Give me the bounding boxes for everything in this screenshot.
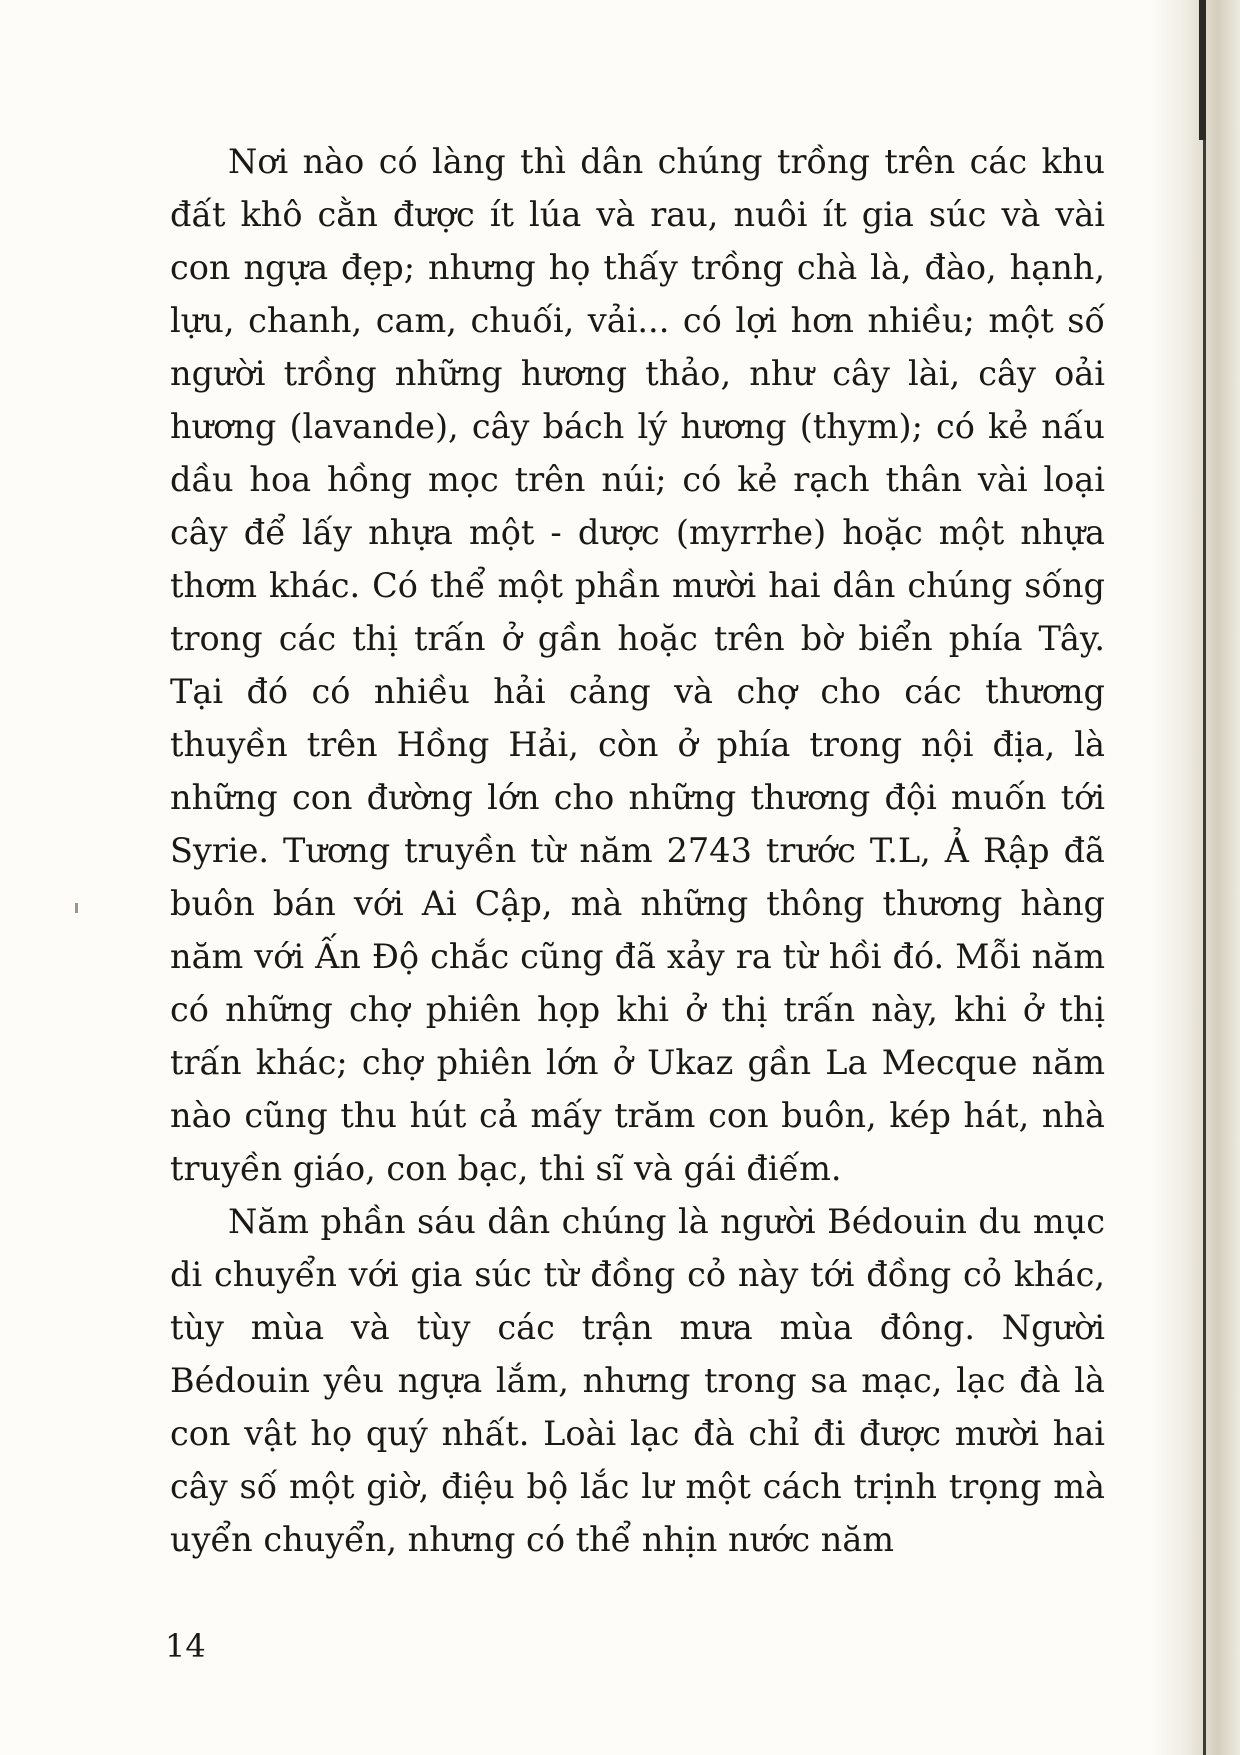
spine-edge-dark bbox=[1199, 0, 1206, 140]
spine-shadow bbox=[1150, 0, 1240, 1755]
scan-mark bbox=[75, 903, 78, 913]
paragraph-2: Năm phần sáu dân chúng là người Bédouin du mục di chuyển với gia súc từ đồng cỏ này tới đồng cỏ khác, tùy mùa và tùy các trận mưa mùa đông. Người Bédouin yêu ngựa lắm, nhưng trong sa mạc, lạc đà là con vật họ quý nhất. Loài lạc đà chỉ đi được mười hai cây số một giờ, điệu bộ lắc lư một cách trịnh trọng mà uyển chuyển, nhưng có thể nhịn nước năm bbox=[170, 1202, 1105, 1559]
page-number: 14 bbox=[165, 1627, 206, 1665]
spine-edge bbox=[1203, 0, 1206, 1755]
paragraph-1: Nơi nào có làng thì dân chúng trồng trên các khu đất khô cằn được ít lúa và rau, nuôi ít gia súc và vài con ngựa đẹp; nhưng họ thấy trồng chà là, đào, hạnh, lựu, chanh, cam, chuối, vải... có lợi hơn nhiều; một số người trồng những hương thảo, như cây lài, cây oải hương (lavande), cây bách lý hương (thym); có kẻ nấu dầu hoa hồng mọc trên núi; có kẻ rạch thân vài loại cây để lấy nhựa một - dược (myrrhe) hoặc một nhựa thơm khác. Có thể một phần mười hai dân chúng sống trong các thị trấn ở gần hoặc trên bờ biển phía Tây. Tại đó có nhiều hải cảng và chợ cho các thương thuyền trên Hồng Hải, còn ở phía trong nội địa, là những con đường lớn cho những thương đội muốn tới Syrie. Tương truyền từ năm 2743 trước T.L, Ả Rập đã buôn bán với Ai Cập, mà những thông thương hàng năm với Ấn Độ chắc cũng đã xảy ra từ hồi đó. Mỗi năm có những chợ phiên họp khi ở thị trấn này, khi ở thị trấn khác; chợ phiên lớn ở Ukaz gần La Mecque năm nào cũng thu hút cả mấy trăm con buôn, kép hát, nhà truyền giáo, con bạc, thi sĩ và gái điếm. bbox=[170, 142, 1105, 1188]
body-text bbox=[170, 135, 1105, 1566]
